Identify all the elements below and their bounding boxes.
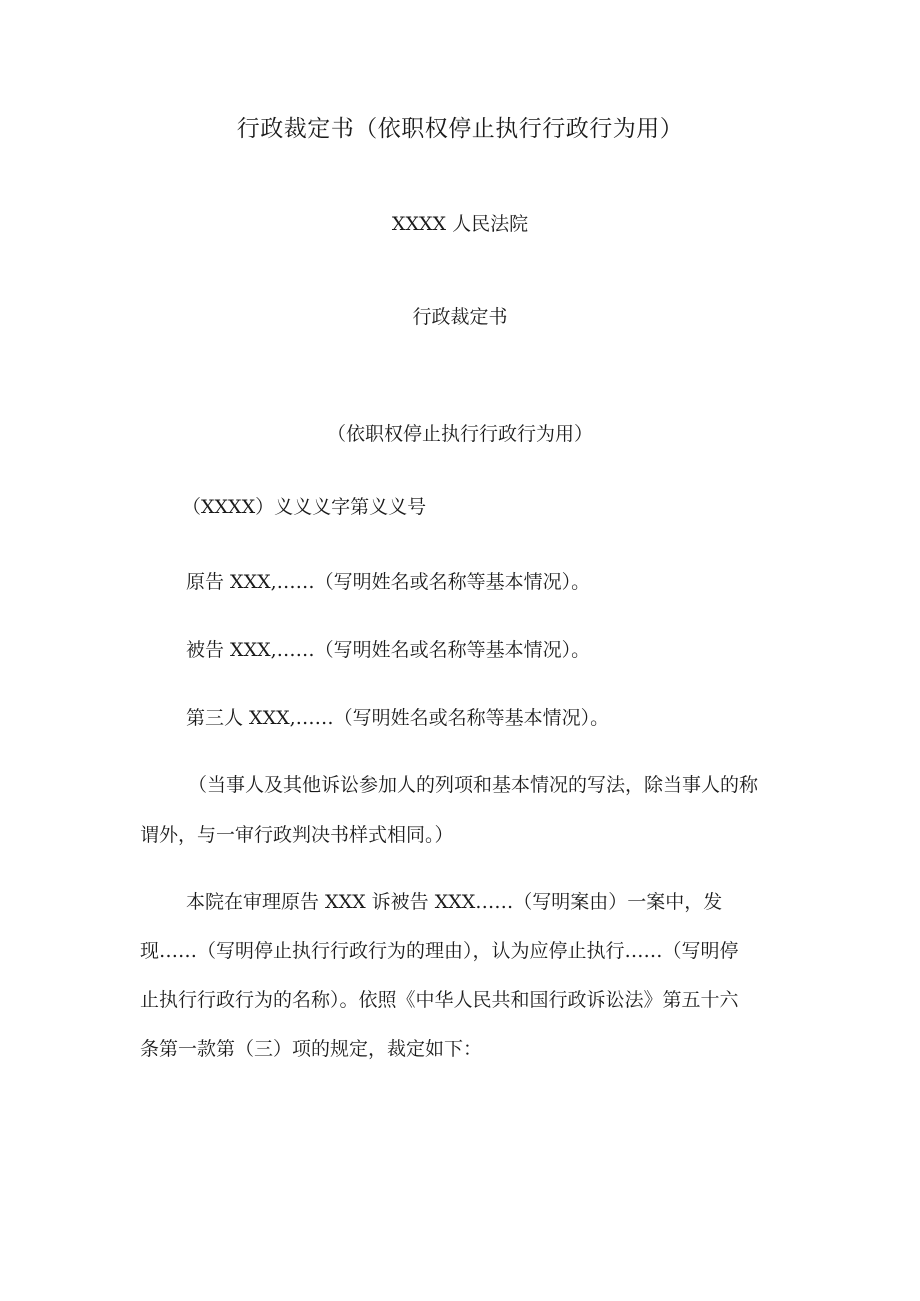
body-paragraph-line-1: 本院在审理原告 XXX 诉被告 XXX……（写明案由）一案中，发 — [186, 891, 723, 913]
case-number: （XXXX）义义义字第义义号 — [182, 496, 427, 518]
third-party-line: 第三人 XXX,……（写明姓名或名称等基本情况）。 — [186, 707, 610, 729]
defendant-line: 被告 XXX,……（写明姓名或名称等基本情况）。 — [186, 639, 591, 661]
party-note-line-1: （当事人及其他诉讼参加人的列项和基本情况的写法，除当事人的称 — [188, 774, 759, 796]
main-title: 行政裁定书（依职权停止执行行政行为用） — [236, 116, 684, 142]
document-type-heading: 行政裁定书 — [412, 306, 508, 328]
court-name: XXXX 人民法院 — [391, 213, 529, 235]
body-paragraph-line-4: 条第一款第（三）项的规定，裁定如下： — [140, 1038, 483, 1060]
party-note-line-2: 谓外，与一审行政判决书样式相同。） — [140, 824, 454, 846]
body-paragraph-line-3: 止执行行政行为的名称）。依照《中华人民共和国行政诉讼法》第五十六 — [140, 989, 739, 1011]
plaintiff-line: 原告 XXX,……（写明姓名或名称等基本情况）。 — [186, 571, 591, 593]
body-paragraph-line-2: 现……（写明停止执行行政行为的理由），认为应停止执行……（写明停 — [140, 940, 739, 962]
document-subtitle: （依职权停止执行行政行为用） — [326, 423, 593, 445]
